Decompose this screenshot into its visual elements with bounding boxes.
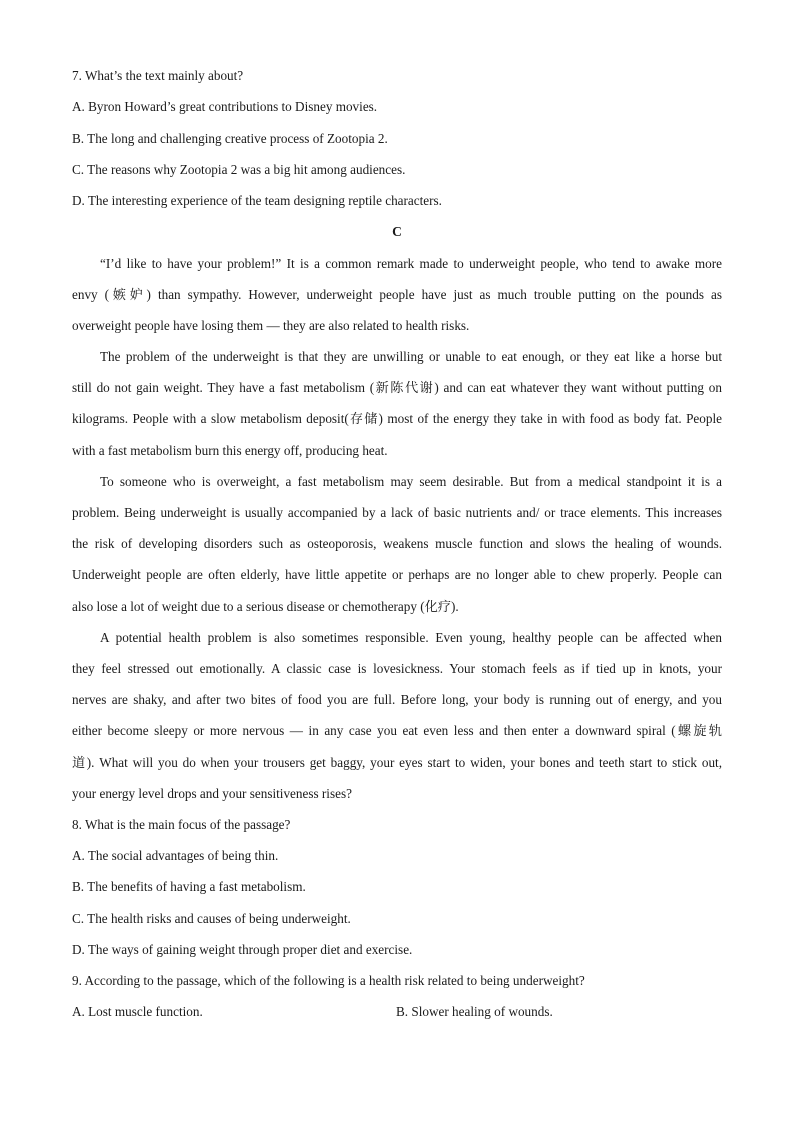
q9-option-b: B. Slower healing of wounds. (396, 1004, 553, 1019)
passage-line: the risk of developing disorders such as osteoporosis, weakens muscle function and slows the healing of wounds. (72, 536, 722, 551)
passage-line: envy (嫉妒) than sympathy. However, underweight people have just as much trouble putting on the pounds as (72, 287, 722, 302)
passage-line: Underweight people are often elderly, have little appetite or perhaps are no longer able to chew properly. People can (72, 567, 722, 582)
passage-line: overweight people have losing them — they are also related to health risks. (72, 318, 470, 333)
q7-option-b: B. The long and challenging creative process of Zootopia 2. (72, 131, 388, 146)
passage-heading: C (392, 224, 402, 239)
passage-line: nerves are shaky, and after two bites of food you are full. Before long, your body is running out of energy, and you (72, 692, 722, 707)
q8-option-d: D. The ways of gaining weight through proper diet and exercise. (72, 942, 413, 957)
q7-option-d: D. The interesting experience of the team designing reptile characters. (72, 193, 442, 208)
q8-stem: 8. What is the main focus of the passage? (72, 817, 291, 832)
passage-line: they feel stressed out emotionally. A classic case is lovesickness. Your stomach feels as if tied up in knots, your (72, 661, 722, 676)
passage-line: either become sleepy or more nervous — in any case you eat even less and then enter a downward spiral (螺旋轨 (72, 723, 722, 738)
q8-option-a: A. The social advantages of being thin. (72, 848, 279, 863)
q9-option-a: A. Lost muscle function. (72, 1004, 203, 1019)
passage-line: kilograms. People with a slow metabolism deposit(存储) most of the energy they take in with food as body fat. People (72, 411, 722, 426)
passage-line: To someone who is overweight, a fast metabolism may seem desirable. But from a medical standpoint it is a (100, 474, 722, 489)
passage-line: “I’d like to have your problem!” It is a common remark made to underweight people, who tend to awake more (100, 256, 722, 271)
passage-line: with a fast metabolism burn this energy off, producing heat. (72, 443, 388, 458)
passage-line: still do not gain weight. They have a fast metabolism (新陈代谢) and can eat whatever they want without putting on (72, 380, 722, 395)
passage-line: 道). What will you do when your trousers get baggy, your eyes start to widen, your bones and teeth start to stick out, (72, 755, 722, 770)
q8-option-c: C. The health risks and causes of being underweight. (72, 911, 351, 926)
q9-stem: 9. According to the passage, which of the following is a health risk related to being underweight? (72, 973, 585, 988)
passage-line: also lose a lot of weight due to a serious disease or chemotherapy (化疗). (72, 599, 459, 614)
passage-line: problem. Being underweight is usually accompanied by a lack of basic nutrients and/ or trace elements. This increases (72, 505, 722, 520)
passage-line: A potential health problem is also sometimes responsible. Even young, healthy people can be affected when (100, 630, 722, 645)
q7-stem: 7. What’s the text mainly about? (72, 68, 244, 83)
passage-line: your energy level drops and your sensitiveness rises? (72, 786, 352, 801)
passage-line: The problem of the underweight is that they are unwilling or unable to eat enough, or they eat like a horse but (100, 349, 722, 364)
q7-option-a: A. Byron Howard’s great contributions to Disney movies. (72, 99, 378, 114)
q8-option-b: B. The benefits of having a fast metabolism. (72, 879, 306, 894)
q7-option-c: C. The reasons why Zootopia 2 was a big hit among audiences. (72, 162, 406, 177)
